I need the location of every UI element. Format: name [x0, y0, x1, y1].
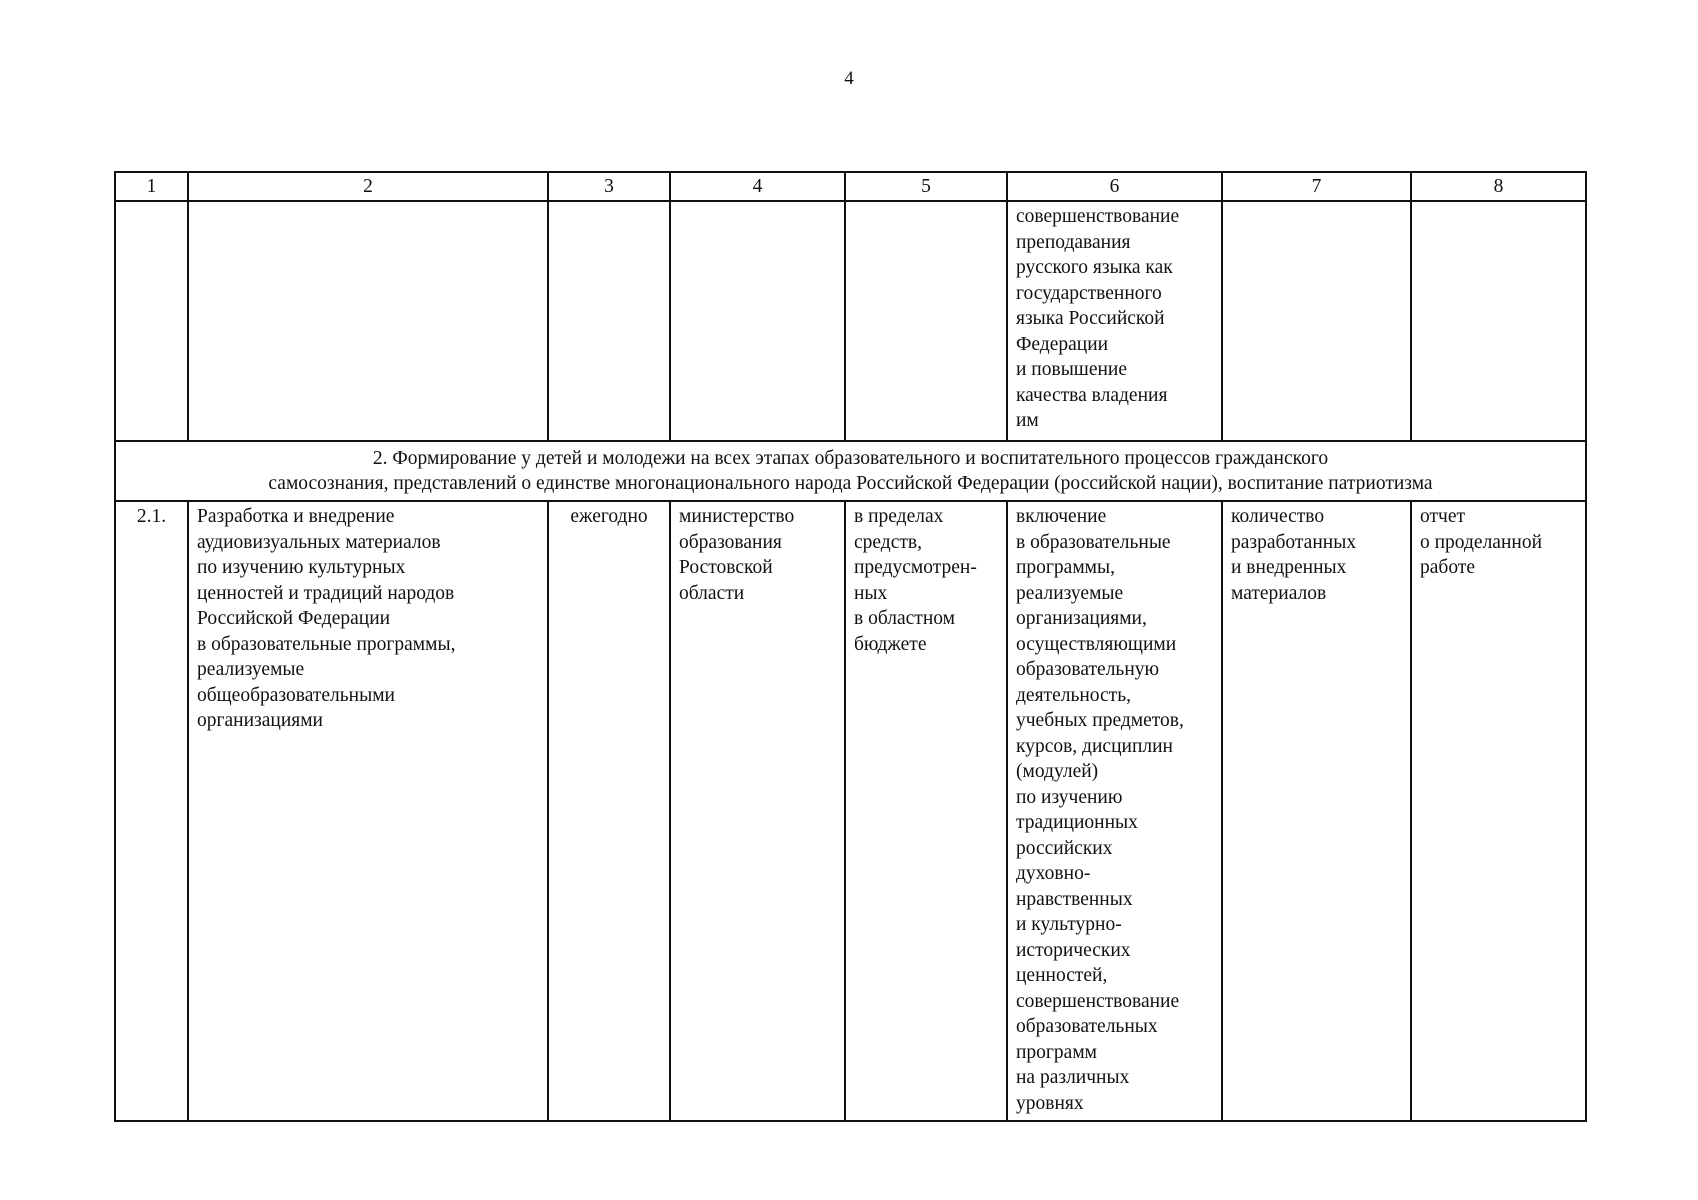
column-number-8: 8	[1411, 172, 1586, 201]
column-number-1: 1	[115, 172, 188, 201]
column-number-4: 4	[670, 172, 845, 201]
continuation-cell-5	[845, 201, 1007, 441]
continuation-cell-7	[1222, 201, 1411, 441]
column-number-6: 6	[1007, 172, 1222, 201]
table-row	[115, 501, 1586, 1121]
item-number: 2.1.	[115, 501, 188, 1121]
continuation-cell-8	[1411, 201, 1586, 441]
page-number: 4	[844, 68, 854, 89]
column-number-7: 7	[1222, 172, 1411, 201]
column-number-2: 2	[188, 172, 548, 201]
continuation-cell-1	[115, 201, 188, 441]
item-reporting: отчет о проделанной работе	[1411, 501, 1586, 1121]
column-number-row	[115, 172, 1586, 201]
item-term: ежегодно	[548, 501, 670, 1121]
column-number-3: 3	[548, 172, 670, 201]
item-responsible: министерство образования Ростовской области	[670, 501, 845, 1121]
section-heading-row	[115, 441, 1586, 501]
action-plan-table	[114, 171, 1587, 1122]
item-indicator: количество разработанных и внедренных материалов	[1222, 501, 1411, 1121]
item-funding: в пределах средств, предусмотрен- ных в областном бюджете	[845, 501, 1007, 1121]
item-expected-result: включение в образовательные программы, реализуемые организациями, осуществляющими образовательную деятельность, учебных предметов, курсов, дисциплин (модулей) по изучению традиционных российских духовно- нравственных и культурно- исторических ценностей, совершенствование образовательных программ на различных уровнях	[1007, 501, 1222, 1121]
continuation-expected-result: совершенствование преподавания русского языка как государственного языка Российской Федерации и повышение качества владения им	[1007, 201, 1222, 441]
section-heading: 2. Формирование у детей и молодежи на всех этапах образовательного и воспитательного процессов гражданского самосознания, представлений о единстве многонационального народа Российской Федерации (российской нации), воспитание патриотизма	[115, 441, 1586, 501]
continuation-cell-2	[188, 201, 548, 441]
continuation-row	[115, 201, 1586, 441]
item-name: Разработка и внедрение аудиовизуальных материалов по изучению культурных ценностей и традиций народов Российской Федерации в образовательные программы, реализуемые общеобразовательными организациями	[188, 501, 548, 1121]
column-number-5: 5	[845, 172, 1007, 201]
continuation-cell-4	[670, 201, 845, 441]
continuation-cell-3	[548, 201, 670, 441]
